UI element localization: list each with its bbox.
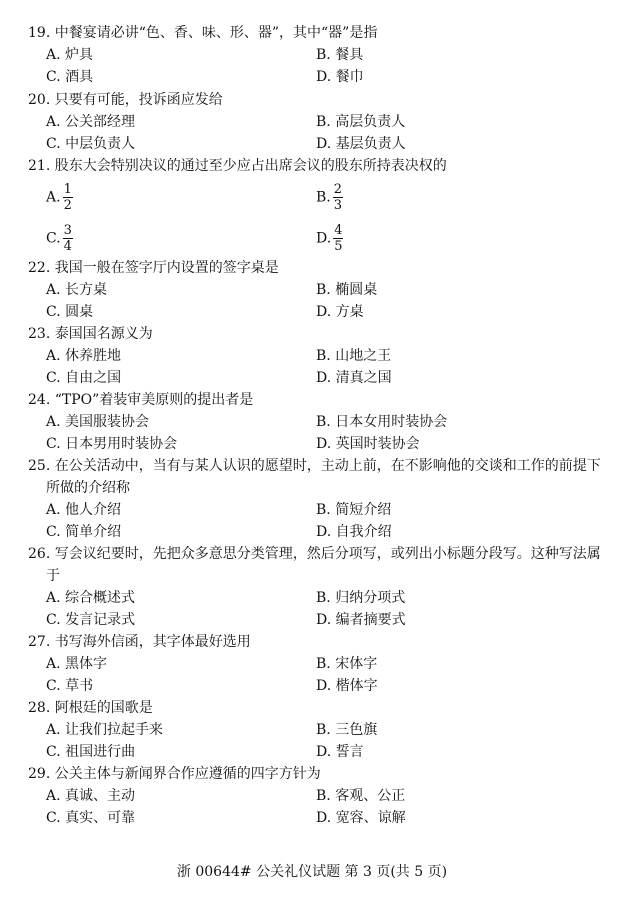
- question-stem: 20. 只要有可能，投诉函应发给: [28, 92, 223, 108]
- option-b: B. 归纳分项式: [316, 590, 406, 606]
- option-c: C. 自由之国: [46, 370, 122, 386]
- question-stem-continued: 所做的介绍称: [46, 480, 130, 496]
- option-a: A. 他人介绍: [46, 502, 122, 518]
- option-a: A. 综合概述式: [46, 590, 136, 606]
- option-c: C. 真实、可靠: [46, 810, 136, 826]
- question-27: [28, 631, 608, 653]
- option-a: A. 炉具: [46, 47, 94, 63]
- option-c: C. 日本男用时装协会: [46, 436, 178, 452]
- option-d: D. 宽容、谅解: [316, 810, 406, 826]
- option-d: D. 编者摘要式: [316, 612, 406, 628]
- option-label: D.: [316, 230, 332, 247]
- option-a: A. 黑体字: [46, 656, 108, 672]
- question-stem: 21. 股东大会特别决议的通过至少应占出席会议的股东所持表决权的: [28, 158, 447, 174]
- numerator: 2: [333, 182, 343, 197]
- option-b: B. 椭圆桌: [316, 282, 378, 298]
- question-25: [28, 455, 608, 499]
- question-stem-continued: 于: [46, 568, 60, 584]
- option-d: D. 英国时装协会: [316, 436, 420, 452]
- option-b: B. 客观、公正: [316, 788, 406, 804]
- option-label: B.: [316, 189, 331, 206]
- page-footer: 浙 00644# 公关礼仪试题 第 3 页(共 5 页): [176, 864, 448, 880]
- option-b: B. 山地之王: [316, 348, 392, 364]
- option-d: D. 誓言: [316, 744, 364, 760]
- option-b: B. 简短介绍: [316, 502, 392, 518]
- fraction: [333, 223, 343, 254]
- denominator: 2: [63, 198, 72, 213]
- option-b: B. 宋体字: [316, 656, 378, 672]
- question-28: [28, 697, 608, 719]
- option-c: C. 中层负责人: [46, 136, 136, 152]
- question-21: [28, 155, 608, 177]
- question-24: [28, 389, 608, 411]
- question-stem: 22. 我国一般在签字厅内设置的签字桌是: [28, 260, 279, 276]
- option-b: B. 三色旗: [316, 722, 378, 738]
- option-d: D. 自我介绍: [316, 524, 392, 540]
- option-a: A. 真诚、主动: [46, 788, 136, 804]
- numerator: 4: [334, 223, 343, 238]
- option-label: C.: [46, 230, 61, 247]
- option-c: [46, 223, 73, 254]
- option-d: D. 方桌: [316, 304, 364, 320]
- option-d: [316, 223, 343, 254]
- question-19: [28, 22, 608, 44]
- question-stem: 19. 中餐宴请必讲“色、香、味、形、器”，其中“器”是指: [28, 25, 378, 41]
- option-b: [316, 182, 343, 213]
- option-c: C. 草书: [46, 678, 94, 694]
- question-stem: 27. 书写海外信函，其字体最好选用: [28, 634, 251, 650]
- denominator: 5: [334, 239, 343, 254]
- option-a: A. 美国服装协会: [46, 414, 150, 430]
- option-c: C. 发言记录式: [46, 612, 136, 628]
- option-c: C. 圆桌: [46, 304, 94, 320]
- option-label: A.: [46, 189, 61, 206]
- option-d: D. 清真之国: [316, 370, 392, 386]
- question-22: [28, 257, 608, 279]
- question-23: [28, 323, 608, 345]
- question-stem: 26. 写会议纪要时，先把众多意思分类管理，然后分项写，或列出小标题分段写。这种写法属: [28, 546, 601, 562]
- numerator: 3: [63, 223, 72, 238]
- option-a: A. 休养胜地: [46, 348, 122, 364]
- question-stem: 29. 公关主体与新闻界合作应遵循的四字方针为: [28, 766, 321, 782]
- option-a: [46, 182, 73, 213]
- denominator: 3: [333, 198, 343, 213]
- option-d: D. 楷体字: [316, 678, 378, 694]
- option-c: C. 酒具: [46, 69, 94, 85]
- option-d: D. 基层负责人: [316, 136, 406, 152]
- fraction: [333, 182, 343, 213]
- question-stem: 23. 泰国国名源义为: [28, 326, 153, 342]
- option-a: A. 长方桌: [46, 282, 108, 298]
- option-c: C. 祖国进行曲: [46, 744, 136, 760]
- question-26: [28, 543, 608, 587]
- denominator: 4: [63, 239, 72, 254]
- fraction: [63, 223, 73, 254]
- option-b: B. 餐具: [316, 47, 364, 63]
- option-b: B. 日本女用时装协会: [316, 414, 448, 430]
- question-29: [28, 763, 608, 785]
- option-a: A. 公关部经理: [46, 114, 136, 130]
- question-20: [28, 89, 608, 111]
- option-d: D. 餐巾: [316, 69, 364, 85]
- question-stem: 28. 阿根廷的国歌是: [28, 700, 153, 716]
- question-stem: 25. 在公关活动中，当有与某人认识的愿望时，主动上前，在不影响他的交谈和工作的前提下: [28, 458, 601, 474]
- numerator: 1: [63, 182, 72, 197]
- question-stem: 24. “TPO”着装审美原则的提出者是: [28, 392, 254, 408]
- option-c: C. 简单介绍: [46, 524, 122, 540]
- option-b: B. 高层负责人: [316, 114, 406, 130]
- fraction: [63, 182, 73, 213]
- option-a: A. 让我们拉起手来: [46, 722, 164, 738]
